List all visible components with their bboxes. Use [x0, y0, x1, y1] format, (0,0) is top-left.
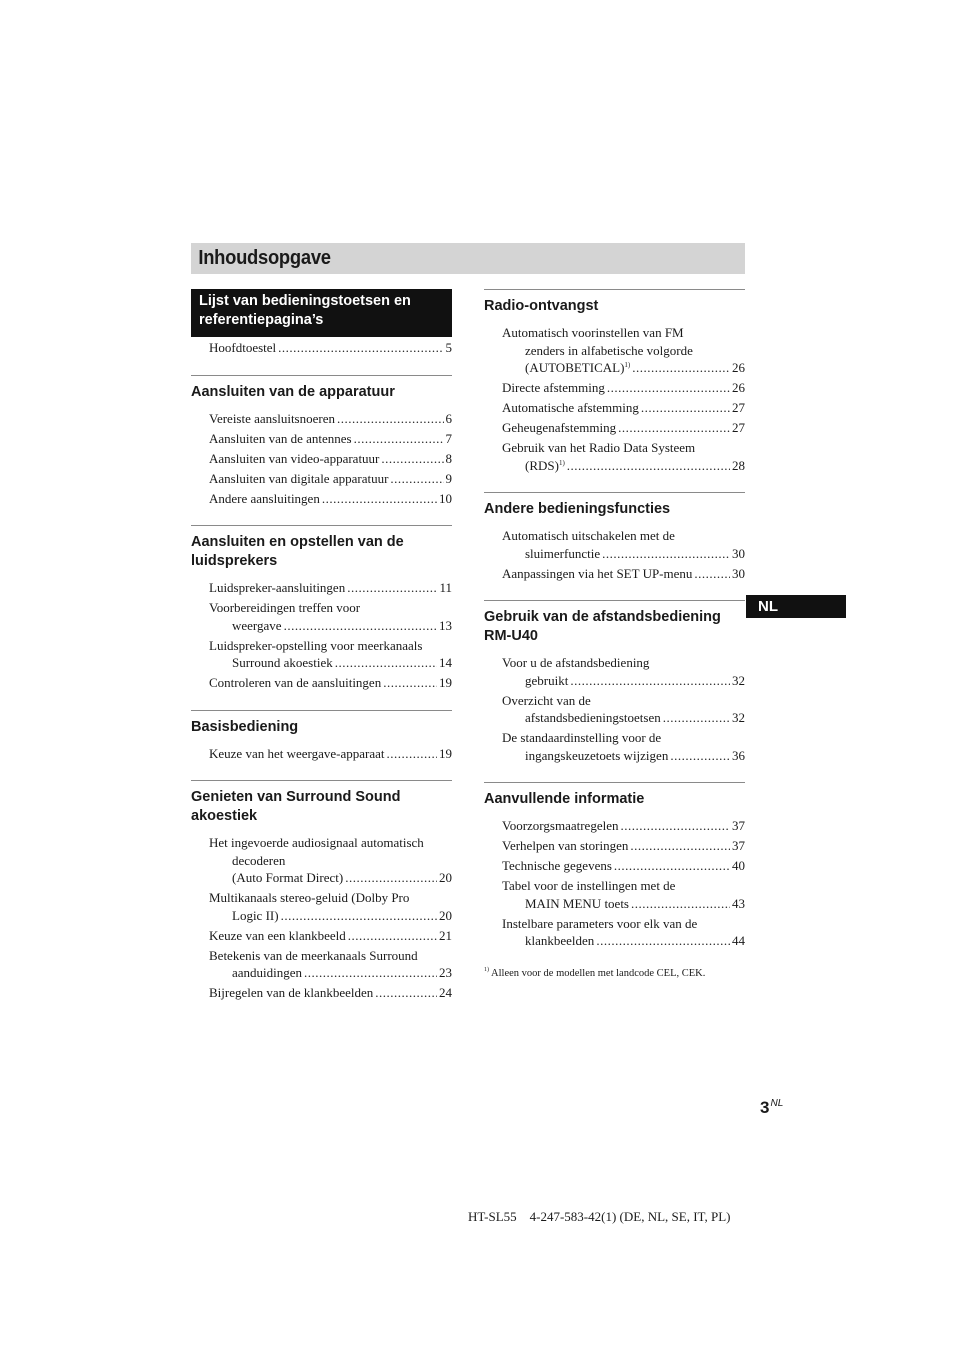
entry-leader-line	[209, 430, 452, 448]
entry-text: Voorzorgsmaatregelen	[502, 818, 619, 833]
entry-text: (AUTOBETICAL)$^{1)}$	[525, 360, 631, 375]
page-ref: 8	[445, 450, 452, 466]
toc-entry	[209, 745, 452, 763]
page-ref: 21	[439, 927, 452, 943]
toc-entry	[209, 430, 452, 448]
entry-text: (RDS)$^{1)}$	[525, 457, 565, 473]
entry-text: Luidspreker-aansluitingen	[209, 580, 346, 595]
dot-leader	[304, 964, 437, 982]
entry-list	[191, 577, 452, 692]
toc-entry	[209, 927, 452, 945]
entry-list	[484, 322, 745, 474]
toc-section	[191, 710, 452, 763]
toc-entry	[209, 637, 452, 672]
entry-list	[191, 832, 452, 1002]
dot-leader	[322, 490, 437, 508]
dot-leader	[281, 907, 437, 925]
entry-leader-line	[502, 457, 745, 475]
entry-list	[484, 652, 745, 764]
footnote-mark: 1)	[484, 966, 489, 973]
toc-entry	[502, 527, 745, 562]
entry-leader-line	[502, 672, 745, 690]
toc-entry	[502, 817, 745, 835]
page-ref: 7	[445, 430, 452, 446]
entry-leader-line	[209, 869, 452, 887]
dot-leader	[607, 379, 730, 397]
toc-entry	[502, 837, 745, 855]
entry-list	[191, 408, 452, 508]
entry-text: Overzicht van de	[502, 692, 591, 708]
page-ref: 27	[732, 420, 745, 435]
entry-leader-line	[209, 490, 452, 508]
page-ref: 14	[439, 655, 452, 670]
section-heading: Aanvullende informatie	[484, 782, 745, 815]
entry-leader-line	[502, 419, 745, 437]
entry-leader-line	[502, 747, 745, 765]
entry-text: sluimerfunctie	[525, 545, 601, 561]
entry-text: Technische gegevens	[502, 858, 612, 873]
page-ref: 20	[439, 870, 452, 885]
entry-leader-line	[502, 837, 745, 855]
toc-entry	[502, 419, 745, 437]
toc-entry	[209, 947, 452, 982]
entry-text: Automatisch voorinstellen van FM	[502, 325, 684, 340]
model-line: HT-SL55 4-247-583-42(1) (DE, NL, SE, IT, PL)	[468, 1209, 731, 1224]
entry-text: Tabel voor de instellingen met de	[502, 878, 676, 893]
dot-leader	[602, 545, 730, 563]
dot-leader	[375, 984, 437, 1002]
entry-leader-line	[209, 654, 452, 672]
entry-text: Voorbereidingen treffen voor	[209, 600, 361, 615]
entry-leader-line	[209, 927, 452, 945]
toc-entry	[209, 450, 452, 468]
dot-leader	[618, 419, 730, 437]
toc-section	[484, 289, 745, 474]
page-ref: 10	[439, 490, 452, 506]
toc-entry	[209, 984, 452, 1002]
toc-entry	[209, 470, 452, 488]
page-ref: 27	[732, 400, 745, 415]
section-heading: Basisbediening	[191, 710, 452, 743]
dot-leader	[620, 817, 730, 835]
page-ref: 5	[445, 340, 452, 355]
dot-leader	[354, 430, 444, 448]
entry-text: Het ingevoerde audiosignaal automatisch	[209, 835, 424, 850]
entry-text: Aansluiten van de antennes	[209, 430, 352, 446]
dot-leader	[663, 709, 730, 727]
page-ref: 20	[439, 907, 452, 923]
toc-entry	[502, 379, 745, 397]
dot-leader	[631, 895, 730, 913]
toc-section	[191, 780, 452, 1002]
toc-entry	[209, 410, 452, 428]
entry-leader-line	[209, 339, 452, 357]
section-heading: Andere bedieningsfuncties	[484, 492, 745, 525]
toc-section	[191, 289, 452, 357]
page-ref: 37	[732, 838, 745, 853]
entry-text: aanduidingen	[232, 965, 303, 980]
entry-leader-line	[209, 984, 452, 1002]
toc-section	[191, 525, 452, 692]
toc-left-column	[191, 289, 452, 1020]
page-ref: 6	[445, 410, 452, 426]
page-ref: 37	[732, 818, 745, 833]
entry-leader-line	[209, 907, 452, 925]
page-ref: 23	[439, 965, 452, 980]
page-ref: 19	[439, 745, 452, 761]
toc-entry	[502, 439, 745, 474]
toc-entry	[209, 834, 452, 887]
page-title: Inhoudsopgave	[198, 247, 331, 269]
toc-entry	[502, 915, 745, 950]
entry-text: Geheugenafstemming	[502, 420, 617, 435]
entry-text: afstandsbedieningstoetsen	[525, 710, 661, 725]
entry-leader-line	[502, 379, 745, 397]
entry-leader-line	[502, 709, 745, 727]
entry-leader-line	[209, 674, 452, 692]
entry-text: Automatisch uitschakelen met de	[502, 528, 675, 543]
page-ref: 24	[439, 985, 452, 1000]
entry-leader-line	[209, 410, 452, 428]
dot-leader	[381, 450, 443, 468]
dot-leader	[596, 932, 730, 950]
toc-entry	[209, 579, 452, 597]
dot-leader	[614, 857, 730, 875]
toc-entry	[502, 399, 745, 417]
entry-leader-line	[209, 470, 452, 488]
toc-entry	[502, 857, 745, 875]
dot-leader	[570, 672, 730, 690]
page-ref: 11	[439, 580, 452, 595]
footnote	[484, 968, 745, 979]
entry-list	[191, 337, 452, 357]
footnote-text: Alleen voor de modellen met landcode CEL, CEK.	[489, 967, 706, 979]
dot-leader	[390, 470, 443, 488]
title-bar	[191, 243, 745, 274]
entry-leader-line	[502, 895, 745, 913]
toc-section	[484, 600, 745, 764]
entry-list	[484, 525, 745, 582]
entry-text: Instelbare parameters voor elk van de	[502, 915, 698, 931]
entry-leader-line	[502, 565, 745, 583]
section-heading: Genieten van Surround Sound akoestiek	[191, 780, 452, 832]
page-ref: 9	[445, 470, 452, 486]
entry-text: (Auto Format Direct)	[232, 870, 344, 885]
entry-text: Directe afstemming	[502, 380, 605, 395]
toc-entry	[209, 674, 452, 692]
dot-leader	[337, 410, 444, 428]
entry-text: Automatische afstemming	[502, 400, 639, 415]
dot-leader	[694, 565, 730, 583]
dot-leader	[670, 747, 730, 765]
dot-leader	[632, 359, 730, 377]
toc-entry	[502, 654, 745, 689]
section-heading: Aansluiten en opstellen van de luidsprekers	[191, 525, 452, 577]
entry-text: Aansluiten van digitale apparatuur	[209, 470, 389, 486]
entry-leader-line	[209, 745, 452, 763]
page-ref: 30	[732, 545, 745, 561]
section-heading: Aansluiten van de apparatuur	[191, 375, 452, 408]
entry-text: decoderen	[232, 852, 286, 868]
entry-text: Logic II)	[232, 907, 279, 923]
dot-leader	[278, 339, 443, 357]
entry-leader-line	[209, 617, 452, 635]
entry-leader-line	[209, 579, 452, 597]
toc-entry	[502, 692, 745, 727]
entry-text: MAIN MENU toets	[525, 895, 629, 911]
entry-list	[191, 743, 452, 763]
page-ref: 19	[439, 675, 452, 690]
entry-text: Keuze van een klankbeeld	[209, 927, 346, 943]
section-heading: Lijst van bedieningstoetsen en referentiepagina’s	[191, 289, 452, 337]
dot-leader	[383, 674, 437, 692]
entry-list	[484, 815, 745, 950]
dot-leader	[630, 837, 730, 855]
dot-leader	[641, 399, 730, 417]
entry-text: gebruikt	[525, 672, 569, 688]
page-ref: 13	[439, 617, 452, 633]
entry-leader-line	[502, 932, 745, 950]
dot-leader	[335, 654, 437, 672]
toc-entry	[502, 877, 745, 912]
section-heading: Radio-ontvangst	[484, 289, 745, 322]
page-ref: 36	[732, 747, 745, 763]
entry-leader-line	[502, 359, 745, 377]
toc-section	[191, 375, 452, 508]
toc-entry	[502, 729, 745, 764]
entry-text: Vereiste aansluitsnoeren	[209, 410, 335, 426]
page-ref: 30	[732, 565, 745, 581]
page-ref: 43	[732, 895, 745, 911]
footnote-mark: 1)	[624, 361, 631, 369]
entry-leader-line	[502, 545, 745, 563]
entry-text: Aansluiten van video-apparatuur	[209, 450, 380, 466]
dot-leader	[348, 927, 437, 945]
entry-text: Aanpassingen via het SET UP-menu	[502, 565, 693, 581]
page-ref: 26	[732, 360, 745, 375]
page-number: $3^{NL}$	[760, 1098, 784, 1117]
entry-text: Gebruik van het Radio Data Systeem	[502, 440, 696, 455]
entry-text: zenders in alfabetische volgorde	[525, 342, 693, 358]
language-tab: NL	[746, 595, 846, 618]
entry-leader-line	[502, 399, 745, 417]
dot-leader	[345, 869, 437, 887]
toc-entry	[209, 889, 452, 924]
entry-text: Luidspreker-opstelling voor meerkanaals	[209, 637, 423, 653]
footnote-mark: 1)	[558, 458, 565, 467]
dot-leader	[567, 457, 730, 475]
dot-leader	[347, 579, 437, 597]
entry-text: Keuze van het weergave-apparaat	[209, 745, 385, 761]
section-heading: Gebruik van de afstandsbediening RM-U40	[484, 600, 745, 652]
entry-text: Controleren van de aansluitingen	[209, 675, 382, 690]
dot-leader	[387, 745, 437, 763]
entry-text: Multikanaals stereo-geluid (Dolby Pro	[209, 890, 410, 905]
entry-leader-line	[209, 450, 452, 468]
page-ref: 32	[732, 710, 745, 725]
toc-entry	[209, 599, 452, 634]
entry-leader-line	[502, 817, 745, 835]
toc-section	[484, 782, 745, 950]
page-ref: 40	[732, 858, 745, 873]
entry-text: Bijregelen van de klankbeelden	[209, 985, 374, 1000]
entry-text: Betekenis van de meerkanaals Surround	[209, 947, 418, 963]
entry-text: Hoofdtoestel	[209, 340, 277, 355]
dot-leader	[284, 617, 437, 635]
entry-leader-line	[502, 857, 745, 875]
page-ref: 32	[732, 672, 745, 688]
entry-text: De standaardinstelling voor de	[502, 730, 662, 745]
toc-entry	[502, 565, 745, 583]
toc-right-column	[484, 289, 745, 979]
toc-entry	[209, 490, 452, 508]
entry-text: Andere aansluitingen	[209, 490, 320, 506]
entry-text: ingangskeuzetoets wijzigen	[525, 747, 669, 763]
toc-entry	[502, 324, 745, 377]
entry-leader-line	[209, 964, 452, 982]
page-ref: 28	[732, 457, 745, 473]
entry-text: klankbeelden	[525, 933, 595, 948]
entry-text: Surround akoestiek	[232, 655, 333, 670]
page-ref: 44	[732, 933, 745, 948]
toc-entry	[209, 339, 452, 357]
entry-text: weergave	[232, 617, 282, 633]
entry-text: Verhelpen van storingen	[502, 838, 629, 853]
page-ref: 26	[732, 380, 745, 395]
toc-section	[484, 492, 745, 582]
entry-text: Voor u de afstandsbediening	[502, 655, 650, 670]
